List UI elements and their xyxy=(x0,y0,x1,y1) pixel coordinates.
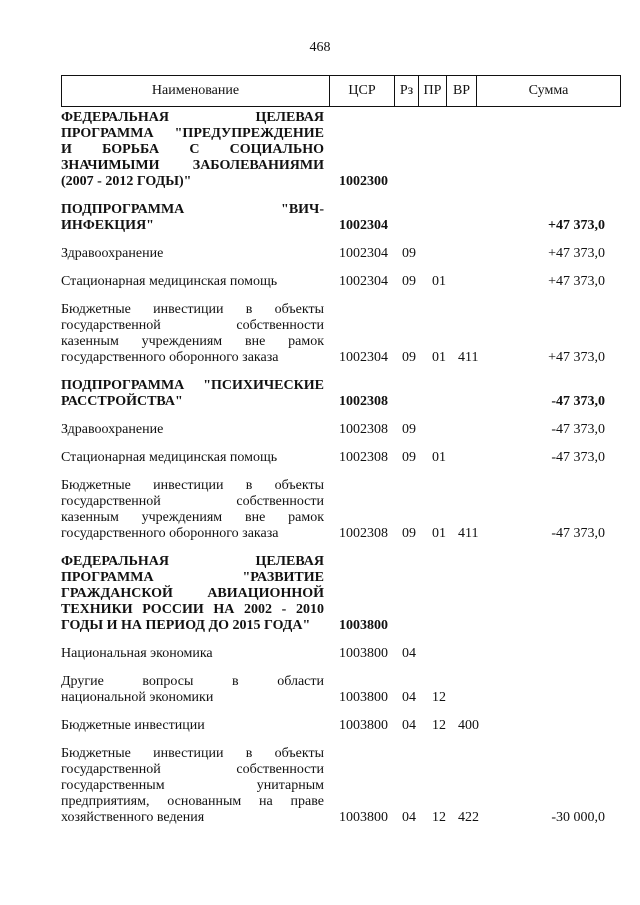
row-csr: 1003800 xyxy=(339,646,388,661)
row-pr: 01 xyxy=(432,526,446,541)
row-name-line: Здравоохранение xyxy=(61,246,164,261)
table-row xyxy=(61,246,621,262)
row-sum: -47 373,0 xyxy=(551,450,605,465)
page-number: 468 xyxy=(309,40,331,55)
row-name-line: ИНФЕКЦИЯ" xyxy=(61,218,154,233)
row-name-line: предприятиям, основанным на праве xyxy=(61,794,324,809)
row-name-line: Национальная экономика xyxy=(61,646,213,661)
row-name-line: Стационарная медицинская помощь xyxy=(61,274,278,289)
header-sum: Сумма xyxy=(528,83,569,98)
row-csr: 1002304 xyxy=(339,350,388,365)
row-rz: 09 xyxy=(402,246,416,261)
row-name-line: Стационарная медицинская помощь xyxy=(61,450,278,465)
table-row xyxy=(61,674,621,706)
row-name-line: государственного оборонного заказа xyxy=(61,526,279,541)
row-sum: -30 000,0 xyxy=(551,810,605,825)
row-csr: 1002308 xyxy=(339,394,388,409)
row-name xyxy=(61,274,324,290)
row-name-line: казенным учреждениям вне рамок xyxy=(61,334,324,349)
row-name-line: Здравоохранение xyxy=(61,422,164,437)
table-row xyxy=(61,646,621,662)
row-name-line: РАССТРОЙСТВА" xyxy=(61,394,183,409)
row-rz: 09 xyxy=(402,274,416,289)
table-row xyxy=(61,450,621,466)
row-name-line: ПОДПРОГРАММА "ВИЧ- xyxy=(61,202,324,217)
row-rz: 04 xyxy=(402,690,416,705)
row-name-line: Бюджетные инвестиции в объекты xyxy=(61,478,324,493)
row-name-line: Бюджетные инвестиции в объекты xyxy=(61,302,324,317)
row-csr: 1002308 xyxy=(339,450,388,465)
row-csr: 1002304 xyxy=(339,246,388,261)
table-row xyxy=(61,478,621,542)
row-name xyxy=(61,746,324,826)
row-rz: 09 xyxy=(402,526,416,541)
row-vr: 411 xyxy=(458,350,479,365)
row-csr: 1002304 xyxy=(339,274,388,289)
row-pr: 01 xyxy=(432,350,446,365)
row-csr: 1002308 xyxy=(339,526,388,541)
row-name-line: государственного оборонного заказа xyxy=(61,350,279,365)
row-name-line: государственным унитарным xyxy=(61,778,324,793)
row-name-line: хозяйственного ведения xyxy=(61,810,205,825)
row-name xyxy=(61,478,324,542)
row-pr: 01 xyxy=(432,450,446,465)
row-name-line: казенным учреждениям вне рамок xyxy=(61,510,324,525)
row-name-line: (2007 - 2012 ГОДЫ)" xyxy=(61,174,192,189)
row-name xyxy=(61,646,324,662)
row-name-line: ПРОГРАММА "ПРЕДУПРЕЖДЕНИЕ xyxy=(61,126,324,141)
table-row xyxy=(61,378,621,410)
header-pr: ПР xyxy=(419,76,447,106)
row-name-line: Другие вопросы в области xyxy=(61,674,324,689)
row-name-line: Бюджетные инвестиции xyxy=(61,718,205,733)
row-sum: +47 373,0 xyxy=(548,350,605,365)
row-csr: 1003800 xyxy=(339,690,388,705)
row-name xyxy=(61,718,324,734)
row-name-line: Бюджетные инвестиции в объекты xyxy=(61,746,324,761)
table-row xyxy=(61,554,621,634)
row-csr: 1002308 xyxy=(339,422,388,437)
row-name xyxy=(61,302,324,366)
row-name-line: ТЕХНИКИ РОССИИ НА 2002 - 2010 xyxy=(61,602,324,617)
header-vr: ВР xyxy=(447,76,477,106)
row-rz: 09 xyxy=(402,350,416,365)
row-name-line: ГРАЖДАНСКОЙ АВИАЦИОННОЙ xyxy=(61,586,324,601)
row-name-line: ПОДПРОГРАММА "ПСИХИЧЕСКИЕ xyxy=(61,378,324,393)
table-row xyxy=(61,274,621,290)
table-row xyxy=(61,302,621,366)
row-name xyxy=(61,246,324,262)
table-row xyxy=(61,746,621,826)
row-rz: 04 xyxy=(402,718,416,733)
row-name xyxy=(61,378,324,410)
row-pr: 12 xyxy=(432,810,446,825)
row-name-line: ФЕДЕРАЛЬНАЯ ЦЕЛЕВАЯ xyxy=(61,554,324,569)
table-row xyxy=(61,202,621,234)
row-vr: 411 xyxy=(458,526,479,541)
row-name-line: государственной собственности xyxy=(61,762,324,777)
row-name-line: ПРОГРАММА "РАЗВИТИЕ xyxy=(61,570,324,585)
row-sum: +47 373,0 xyxy=(548,274,605,289)
header-csr: ЦСР xyxy=(330,76,395,106)
header-rz: Рз xyxy=(395,76,419,106)
row-name xyxy=(61,674,324,706)
row-name xyxy=(61,554,324,634)
row-name xyxy=(61,422,324,438)
row-name-line: ГОДЫ И НА ПЕРИОД ДО 2015 ГОДА" xyxy=(61,618,311,633)
row-name-line: национальной экономики xyxy=(61,690,214,705)
table-header xyxy=(61,75,621,107)
header-name: Наименование xyxy=(62,76,330,106)
row-sum: +47 373,0 xyxy=(548,218,605,233)
row-name-line: ФЕДЕРАЛЬНАЯ ЦЕЛЕВАЯ xyxy=(61,110,324,125)
row-name xyxy=(61,110,324,190)
row-csr: 1003800 xyxy=(339,718,388,733)
row-pr: 12 xyxy=(432,690,446,705)
table-body xyxy=(61,110,621,838)
row-name xyxy=(61,450,324,466)
row-sum: -47 373,0 xyxy=(551,526,605,541)
row-name-line: государственной собственности xyxy=(61,494,324,509)
row-sum: -47 373,0 xyxy=(551,422,605,437)
row-csr: 1002300 xyxy=(339,174,388,189)
row-name-line: ЗНАЧИМЫМИ ЗАБОЛЕВАНИЯМИ xyxy=(61,158,324,173)
row-csr: 1002304 xyxy=(339,218,388,233)
row-name xyxy=(61,202,324,234)
row-vr: 400 xyxy=(458,718,479,733)
table-row xyxy=(61,422,621,438)
row-rz: 09 xyxy=(402,422,416,437)
row-name-line: государственной собственности xyxy=(61,318,324,333)
row-rz: 04 xyxy=(402,646,416,661)
row-csr: 1003800 xyxy=(339,618,388,633)
row-pr: 12 xyxy=(432,718,446,733)
table-row xyxy=(61,110,621,190)
row-pr: 01 xyxy=(432,274,446,289)
row-rz: 09 xyxy=(402,450,416,465)
row-rz: 04 xyxy=(402,810,416,825)
row-csr: 1003800 xyxy=(339,810,388,825)
row-sum: -47 373,0 xyxy=(551,394,605,409)
row-sum: +47 373,0 xyxy=(548,246,605,261)
row-vr: 422 xyxy=(458,810,479,825)
table-row xyxy=(61,718,621,734)
row-name-line: И БОРЬБА С СОЦИАЛЬНО xyxy=(61,142,324,157)
